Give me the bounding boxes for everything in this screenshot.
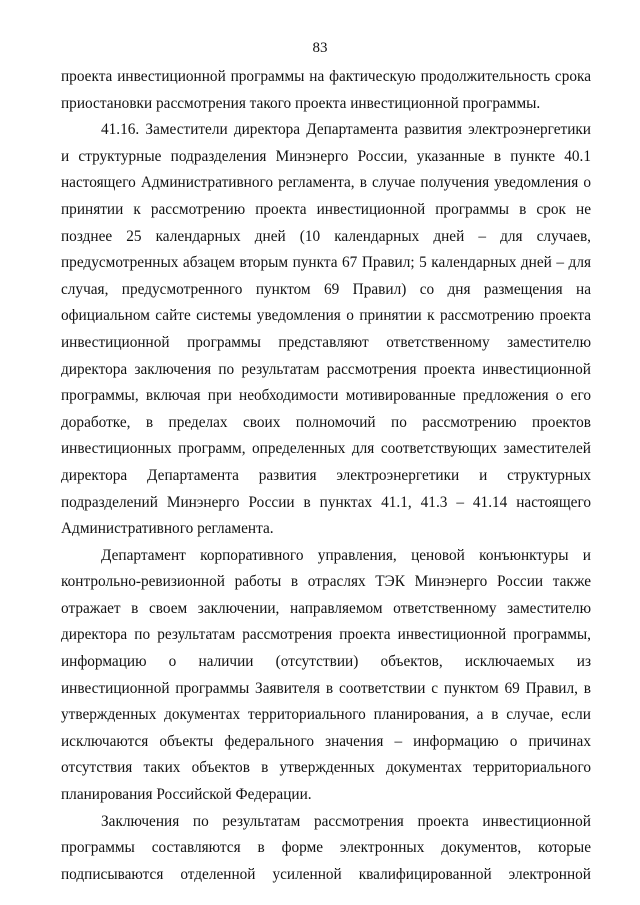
paragraph-continuation: проекта инвестиционной программы на фактическую продолжительность срока приостановки рассмотрения такого проекта инвестиционной программы.: [61, 68, 591, 112]
paragraph-conclusions: Заключения по результатам рассмотрения проекта инвестиционной программы составляются в форме электронных документов, которые подписываются отделенной усиленной квалифицированной электронной: [61, 812, 591, 883]
paragraph-corporate-department: Департамент корпоративного управления, ценовой конъюнктуры и контрольно-ревизионной работы в отраслях ТЭК Минэнерго России также отражает в своем заключении, направляемом ответственному заместителю директора по результатам рассмотрения проекта инвестиционной программы, информацию о наличии (отсутствии) объектов, исключаемых из инвестиционной программы Заявителя в соответствии с пунктом 69 Правил, в утвержденных документах территориального планирования, а в случае, если исключаются объекты федерального значения – информацию о причинах отсутствия таких объектов в утвержденных документах территориального планирования Российской Федерации.: [61, 546, 591, 804]
document-body: [61, 64, 591, 888]
paragraph-41-16: 41.16. Заместители директора Департамента развития электроэнергетики и структурные подразделения Минэнерго России, указанные в пункте 40.1 настоящего Административного регламента, в случае получения уведомления о принятии к рассмотрению проекта инвестиционной программы в срок не позднее 25 календарных дней (10 календарных дней – для случаев, предусмотренных абзацем вторым пункта 67 Правил; 5 календарных дней – для случая, предусмотренного пунктом 69 Правил) со дня размещения на официальном сайте системы уведомления о принятии к рассмотрению проекта инвестиционной программы представляют ответственному заместителю директора заключения по результатам рассмотрения проекта инвестиционной программы, включая при необходимости мотивированные предложения о его доработке, в пределах своих полномочий по рассмотрению проектов инвестиционных программ, определенных для соответствующих заместителей директора Департамента развития электроэнергетики и структурных подразделений Минэнерго России в пунктах 41.1, 41.3 – 41.14 настоящего Административного регламента.: [61, 121, 591, 538]
page-number: 83: [312, 40, 328, 56]
